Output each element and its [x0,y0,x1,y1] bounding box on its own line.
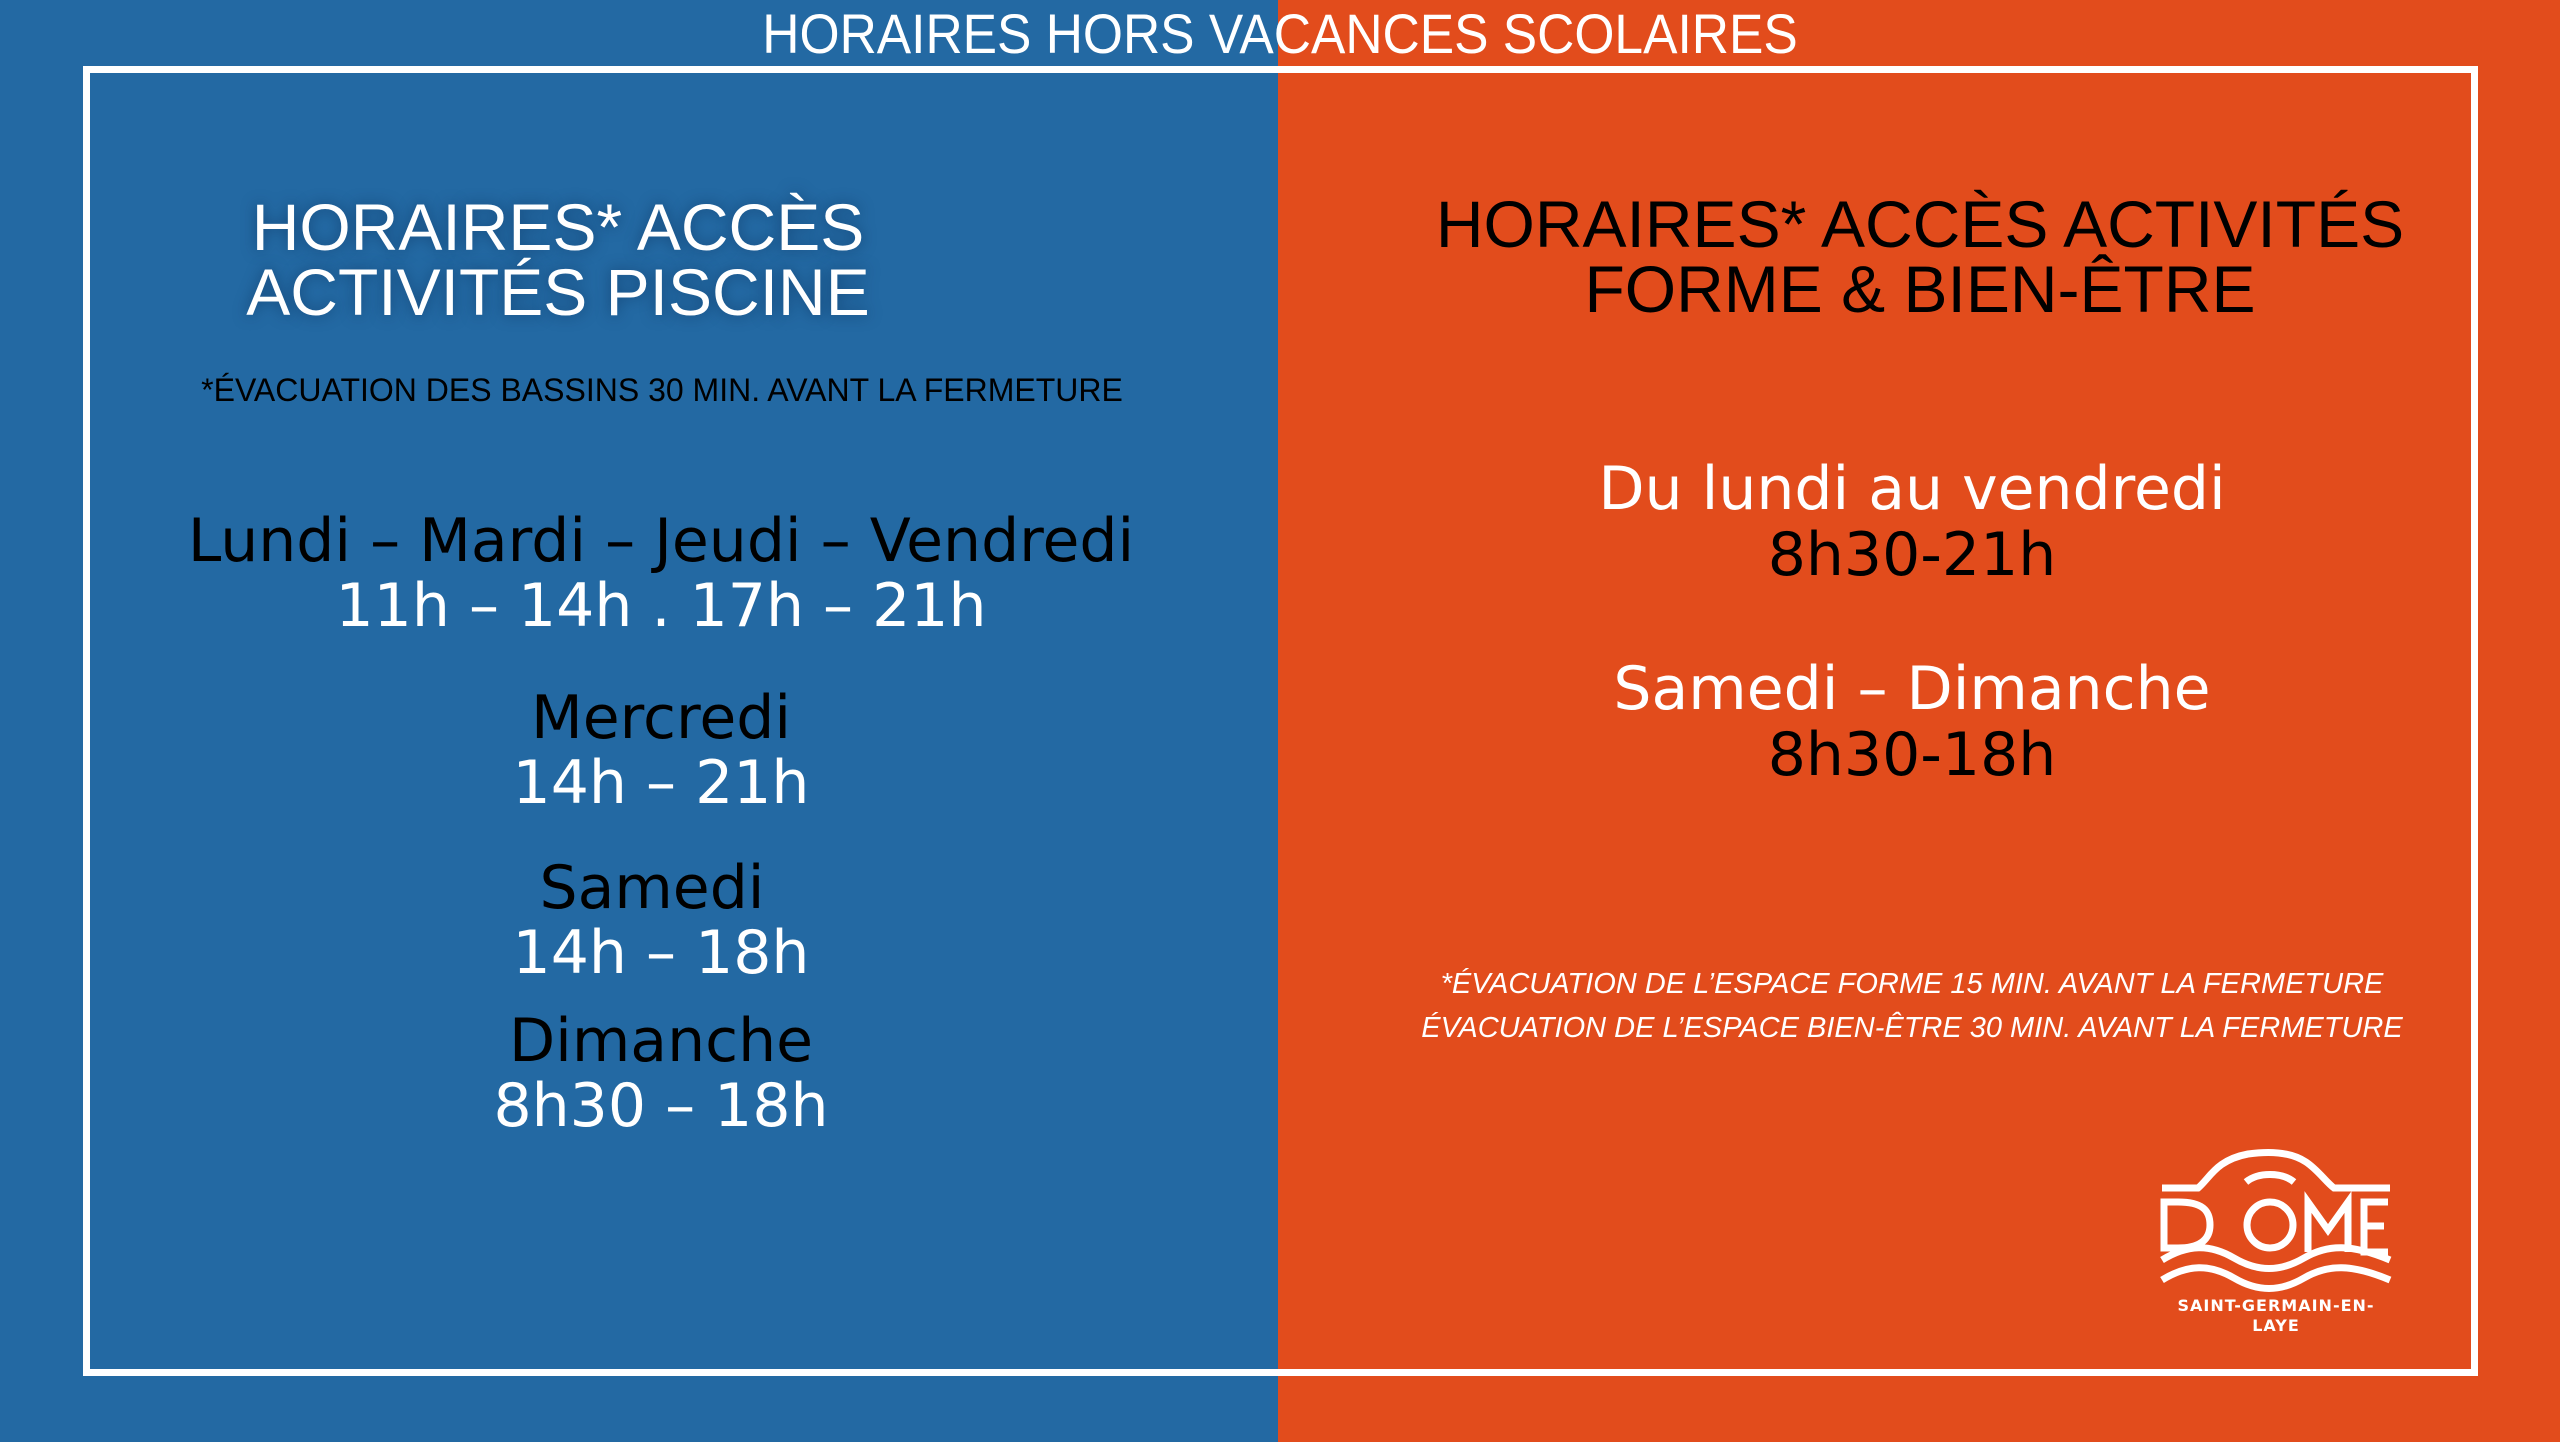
schedule-days: Dimanche [508,1006,814,1076]
piscine-evacuation-note: *ÉVACUATION DES BASSINS 30 MIN. AVANT LA FERMETURE [201,372,1123,408]
schedule-hours: 11h – 14h . 17h – 21h [335,571,987,641]
schedule-hours: 8h30-21h [1767,520,2057,590]
piscine-heading-line-2: ACTIVITÉS PISCINE [246,255,870,329]
forme-heading-line-2: FORME & BIEN-ÊTRE [1584,252,2256,326]
forme-heading-line-1: HORAIRES* ACCÈS ACTIVITÉS [1435,187,2405,261]
forme-evacuation-note: *ÉVACUATION DE L’ESPACE FORME 15 MIN. AVANT LA FERMETURE [1440,968,2384,1000]
schedule-days: Lundi – Mardi – Jeudi – Vendredi [187,506,1135,576]
piscine-heading-line-1: HORAIRES* ACCÈS [251,190,865,264]
schedule-days: Mercredi [530,683,792,753]
schedule-hours: 8h30 – 18h [493,1071,829,1141]
schedule-hours: 14h – 21h [512,748,810,818]
schedule-days: Samedi [539,853,765,923]
schedule-hours: 8h30-18h [1767,720,2057,790]
schedule-days: Du lundi au vendredi [1598,454,2226,524]
page-title: HORAIRES HORS VACANCES SCOLAIRES [762,2,1798,65]
schedule-days: Samedi – Dimanche [1613,654,2211,724]
logo-subtitle: SAINT-GERMAIN-EN-LAYE [2177,1296,2375,1335]
bien-etre-evacuation-note: ÉVACUATION DE L’ESPACE BIEN-ÊTRE 30 MIN. AVANT LA FERMETURE [1421,1012,2403,1044]
schedule-hours: 14h – 18h [512,918,810,988]
